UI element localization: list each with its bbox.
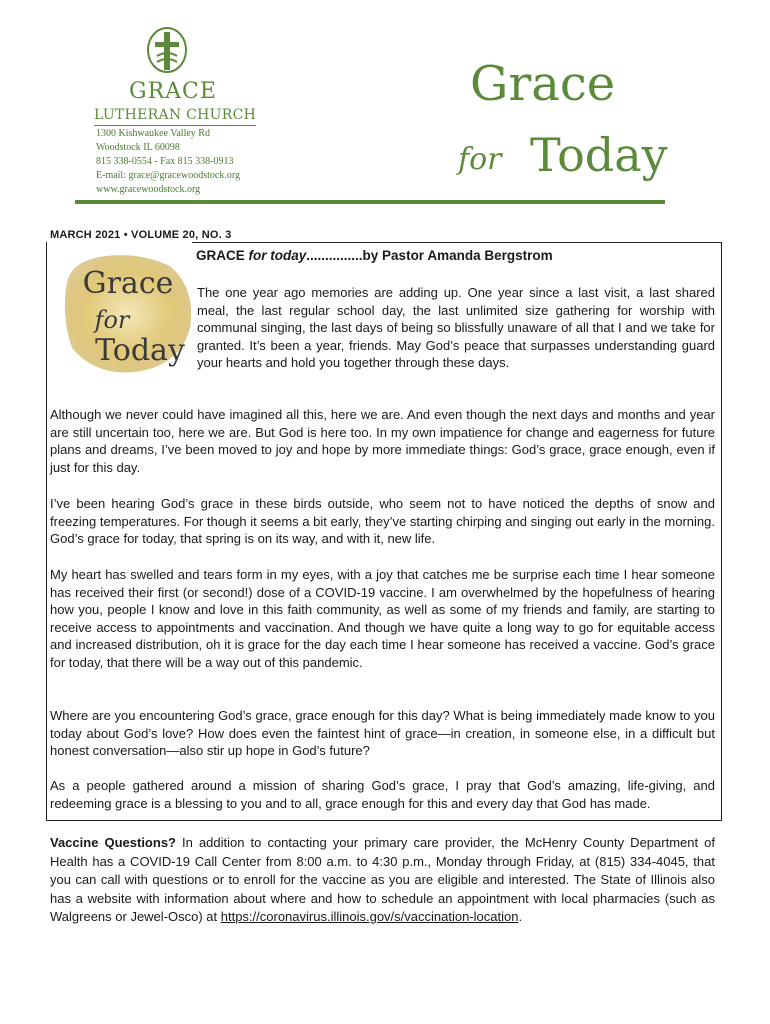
heading-italic: for today — [248, 248, 307, 263]
church-seal-icon — [145, 26, 189, 78]
masthead-title: Grace — [470, 56, 616, 112]
address-line: Woodstock IL 60098 — [96, 142, 180, 153]
heading-main: GRACE — [196, 248, 249, 263]
vaccine-link[interactable]: https://coronavirus.illinois.gov/s/vaccination-location — [220, 909, 519, 924]
address-line: E-mail: grace@gracewoodstock.org — [96, 170, 240, 181]
vaccine-end: . — [518, 909, 523, 924]
vaccine-body: In addition to contacting your primary care provider, the McHenry County Department of Health has a COVID-19 Call Center from 8:00 a.m. to 4:30 p.m., Monday through Friday, at (815) 334-4045, that you can call with questions or to enroll for the vaccine as you are eligible and interested. The State of Illinois also has a website with information about where and how to schedule an appointment with local pharmacies (such as Walgreens or Jewel-Osco) at — [50, 835, 716, 924]
address-line: 815 338-0554 - Fax 815 338-0913 — [96, 156, 234, 167]
article-paragraph: My heart has swelled and tears form in my eyes, with a joy that catches me be surprise each time I hear someone has received their first (or second!) dose of a COVID-19 vaccine. I am overwhelmed by the hopefulness of hearing how you, people I know and love in this faith community, as well as some of my friends and family, are starting to receive access to appointments and vaccination. And though we have quite a long way to go for equitable access and increased distribution, oh it is grace for the day each time I hear someone has received a vaccine. God’s grace for today, that there will be a way out of this pandemic. — [50, 567, 715, 670]
church-subtitle: LUTHERAN CHURCH — [94, 107, 256, 126]
badge-line-1: Grace — [82, 266, 174, 301]
badge-line-2: for — [94, 306, 130, 334]
address-line: www.gracewoodstock.org — [96, 184, 201, 195]
masthead-today: Today — [530, 128, 668, 182]
vaccine-lead: Vaccine Questions? — [50, 835, 176, 850]
badge-line-3: Today — [95, 333, 185, 368]
article-paragraph: The one year ago memories are adding up. One year since a last visit, a last shared meal, the last regular school day, the last unlimited size gathering for worship with communal singing, the last days of being so blissfully unaware of all that I and we take for granted. It’s been a year, friends. May God’s peace that surpasses understanding guard your hearts and hold you together through these days. — [197, 285, 715, 371]
address-line: 1300 Kishwaukee Valley Rd — [96, 128, 210, 139]
vaccine-note — [50, 834, 715, 927]
church-name: GRACE — [129, 79, 217, 104]
church-address — [96, 127, 240, 197]
article-paragraph: Although we never could have imagined all this, here we are. And even though the next days and months and year are still uncertain too, here we are. But God is here too. In my own impatience for change and eagerness for future plans and dreams, I’ve been moved to joy and hope by more immediate things: God’s grace, grace enough, even if just for this day. — [50, 407, 715, 475]
header-rule — [75, 200, 665, 204]
article-heading — [196, 248, 553, 263]
article-paragraph: I’ve been hearing God’s grace in these birds outside, who seem not to have noticed the depths of snow and freezing temperatures. For though it seems a bit early, they’ve starting chirping and singing out early in the morning. God’s grace for today, that spring is on its way, and with it, new life. — [50, 496, 715, 547]
heading-byline: ...............by Pastor Amanda Bergstrom — [306, 248, 553, 263]
issue-line: MARCH 2021 • VOLUME 20, NO. 3 — [50, 229, 232, 241]
grace-for-today-badge — [50, 248, 200, 378]
article-paragraph: As a people gathered around a mission of sharing God’s grace, I pray that God’s amazing, life-giving, and redeeming grace is a blessing to you and to all, grace enough for this and every day that God has made. — [50, 778, 715, 811]
article-box-top-rule — [192, 242, 721, 243]
article-paragraph: Where are you encountering God’s grace, grace enough for this day? What is being immediately made know to you today about God’s love? How does even the faintest hint of grace—in creation, in someone else, in a difficult but honest conversation—also stir up hope in God’s future? — [50, 708, 715, 759]
masthead-for: for — [458, 142, 502, 177]
